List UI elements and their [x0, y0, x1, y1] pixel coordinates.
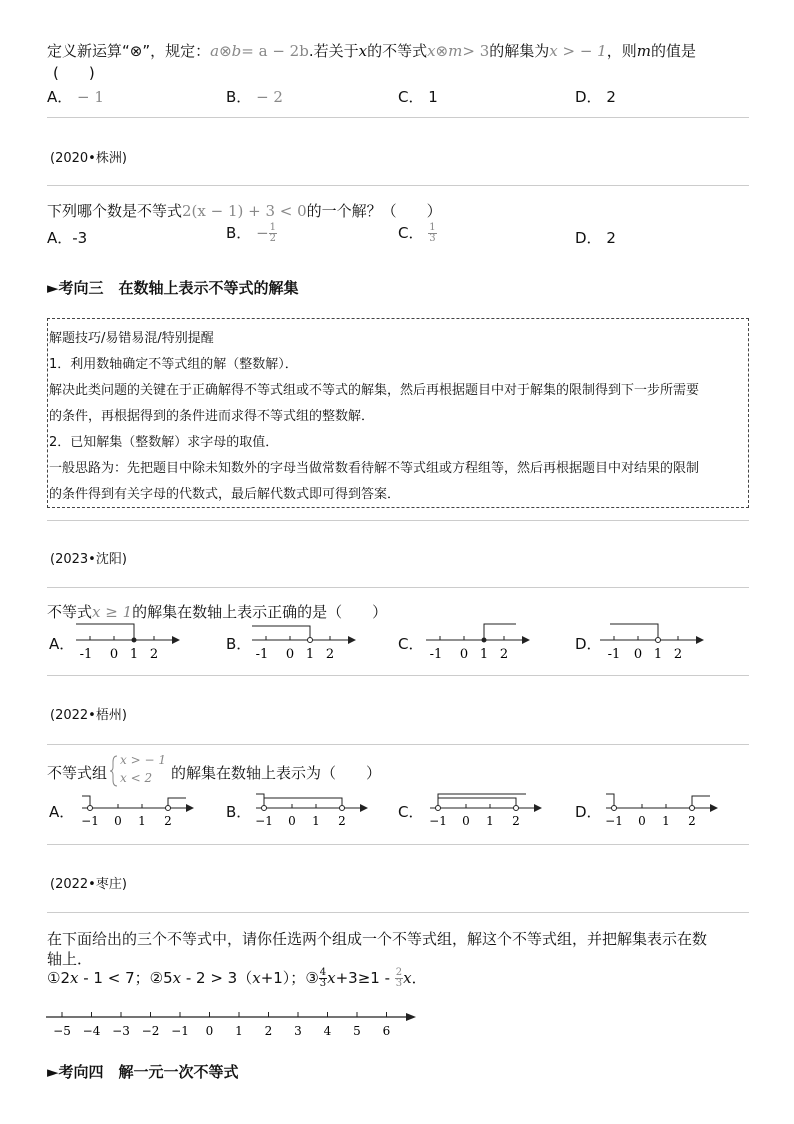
q4-system-line-2: x < 2	[120, 771, 153, 785]
numerator: 2	[395, 967, 403, 978]
q3-option-c-number-line[interactable]	[422, 618, 532, 662]
divider	[47, 520, 749, 521]
q1-stem	[47, 40, 696, 61]
axis-tick-label: 2	[264, 1024, 273, 1038]
option-label: B．	[226, 88, 252, 106]
tick-label: −1	[81, 814, 99, 828]
q1-option-d[interactable]	[575, 86, 616, 107]
divider	[47, 117, 749, 118]
tick-label: -1	[79, 647, 93, 662]
q1-option-b[interactable]	[226, 86, 283, 107]
q4-option-a-label[interactable]: A．	[49, 803, 75, 821]
inequality-text: +1）；	[260, 969, 306, 987]
q3-inequality: x ≥ 1	[92, 603, 133, 621]
tick-label: 1	[138, 814, 146, 828]
option-value: -3	[72, 229, 88, 247]
var-b: b	[231, 42, 242, 60]
circled-number: ③	[305, 969, 319, 987]
q4-option-b-number-line[interactable]	[254, 788, 372, 830]
source-label: (2022•枣庄)	[50, 877, 127, 892]
q3-option-b-label[interactable]: B．	[226, 635, 252, 653]
q2-option-b[interactable]	[226, 222, 277, 244]
axis-tick-label: −4	[82, 1024, 101, 1038]
tips-line: 解题技巧/易错易混/特别提醒	[49, 331, 214, 346]
tick-label: -1	[429, 647, 443, 662]
tick-label: 2	[325, 647, 335, 662]
divider	[47, 587, 749, 588]
q3-option-a-number-line[interactable]	[72, 618, 182, 662]
q1-definition: = a − 2b	[241, 42, 309, 60]
axis-ticks	[53, 1012, 390, 1038]
tick-label: −1	[429, 814, 447, 828]
option-label: A．	[47, 88, 73, 106]
inequality-text: ．	[411, 969, 427, 987]
arrow-icon: ►	[47, 279, 59, 297]
option-value: 1	[428, 88, 438, 106]
tick-label: 0	[288, 814, 296, 828]
otimes-symbol: ⊗	[435, 42, 449, 60]
q4-option-c-label[interactable]: C．	[398, 803, 424, 821]
arrow-icon: ►	[47, 1063, 59, 1081]
otimes-symbol: ⊗	[219, 42, 232, 60]
tick-label: 1	[305, 647, 315, 662]
option-value: 2	[606, 88, 616, 106]
q2-stem-text: 的一个解？（ ）	[306, 202, 442, 220]
tick-label: 0	[459, 647, 469, 662]
tick-label: 1	[653, 647, 663, 662]
inequality-text: - 2 > 3（	[181, 969, 253, 987]
tips-line: 的条件得到有关字母的代数式，最后解代数式即可得到答案．	[49, 487, 401, 502]
q1-bracket: ( )	[53, 64, 95, 82]
var-m: m	[448, 42, 463, 60]
option-label: C．	[398, 88, 424, 106]
divider	[47, 844, 749, 845]
denominator: 3	[395, 978, 403, 989]
section-3-heading	[47, 277, 299, 298]
axis-tick-label: 6	[382, 1024, 391, 1038]
tick-label: 2	[688, 814, 696, 828]
var-x: x	[403, 969, 412, 987]
q1-stem-text: 的解集为	[489, 42, 550, 60]
axis-tick-label: 3	[294, 1024, 302, 1038]
tips-line: 解决此类问题的关键在于正确解得不等式组或不等式的解集，然后再根据题目中对于解集的限制得到下一步所需要	[49, 383, 700, 398]
q3-option-b-number-line[interactable]	[248, 618, 358, 662]
coefficient: 5	[163, 969, 173, 987]
tick-label: 2	[512, 814, 520, 828]
divider	[47, 185, 749, 186]
divider	[47, 744, 749, 745]
tips-line: 一般思路为：先把题目中除未知数外的字母当做常数看待解不等式组或方程组等，然后再根据题目中对结果的限制	[49, 461, 700, 476]
axis-tick-label: −3	[112, 1024, 130, 1038]
inequality-text: +3≥1 -	[335, 969, 395, 987]
option-value: − 1	[77, 88, 104, 106]
q5-number-line[interactable]	[44, 1005, 424, 1045]
q3-option-a-label[interactable]: A．	[49, 635, 75, 653]
var-x: x	[327, 969, 336, 987]
var-x: x	[172, 969, 182, 987]
q1-stem-text: 的值是	[650, 42, 696, 60]
source-label: (2022•梧州)	[50, 708, 127, 723]
q3-option-d-label[interactable]: D．	[575, 635, 602, 653]
tick-label: −1	[255, 814, 273, 828]
circled-number: ①	[47, 969, 61, 987]
var-x: x	[427, 42, 436, 60]
q4-option-b-label[interactable]: B．	[226, 803, 252, 821]
inequality-text: - 1 < 7；	[78, 969, 150, 987]
option-label: A．	[47, 229, 73, 247]
axis-tick-label: 4	[323, 1024, 332, 1038]
source-label: (2023•沈阳)	[50, 552, 127, 567]
tips-line: 2．已知解集（整数解）求字母的取值．	[49, 435, 279, 450]
var-x: x	[252, 969, 261, 987]
q1-stem-text: ”，规定：	[142, 42, 211, 60]
q1-option-c[interactable]	[398, 86, 438, 107]
tips-line: 1．利用数轴确定不等式组的解（整数解）．	[49, 357, 298, 372]
denominator: 3	[319, 978, 327, 989]
q4-stem-b: 的解集在数轴上表示为（ ）	[171, 764, 382, 782]
otimes-symbol: ⊗	[129, 42, 143, 60]
tick-label: 0	[462, 814, 470, 828]
q1-solution-set: x > − 1	[549, 42, 607, 60]
fraction	[319, 968, 327, 989]
tick-label: 0	[109, 647, 119, 662]
var-a: a	[210, 42, 220, 60]
q4-stem-a: 不等式组	[47, 764, 108, 782]
divider	[47, 912, 749, 913]
q2-option-d[interactable]	[575, 227, 616, 248]
source-label: (2020•株洲)	[50, 151, 127, 166]
q4-option-d-number-line[interactable]	[604, 788, 722, 830]
tick-label: 2	[164, 814, 172, 828]
tick-label: 1	[312, 814, 320, 828]
tick-label: 0	[633, 647, 643, 662]
q5-line-2: 轴上．	[47, 950, 93, 968]
tick-label: 1	[129, 647, 139, 662]
circled-number: ②	[149, 969, 164, 987]
q4-option-c-number-line[interactable]	[428, 788, 546, 830]
coefficient: 2	[60, 969, 70, 987]
option-label: C．	[398, 224, 424, 242]
axis-tick-label: 0	[205, 1024, 214, 1038]
q2-option-a[interactable]	[47, 227, 87, 248]
axis-tick-label: 5	[353, 1024, 361, 1038]
var-m: m	[636, 42, 651, 60]
numerator: 1	[429, 222, 436, 233]
q2-inequality: 2(x − 1) + 3 < 0	[182, 202, 307, 220]
section-title: 考向三 在数轴上表示不等式的解集	[58, 279, 299, 297]
q5-line-1: 在下面给出的三个不等式中，请你任选两个组成一个不等式组，解这个不等式组，并把解集表示在数	[47, 930, 708, 948]
tick-label: -1	[607, 647, 621, 662]
q4-system-line-1: x > − 1	[120, 753, 166, 767]
axis-tick-label: −5	[53, 1024, 71, 1038]
numerator: 1	[269, 222, 277, 233]
denominator: 2	[269, 233, 277, 244]
q1-option-a[interactable]	[47, 86, 104, 107]
axis-tick-label: 1	[235, 1024, 243, 1038]
fraction	[269, 223, 277, 244]
minus-sign: −	[256, 224, 269, 242]
tips-line: 的条件，再根据得到的条件进而求得不等式组的整数解．	[49, 409, 375, 424]
axis-tick-label: −2	[141, 1024, 160, 1038]
q3-stem-text: 不等式	[47, 603, 93, 621]
q1-inequality-rhs: > 3	[462, 42, 490, 60]
tips-box	[47, 318, 749, 508]
q4-option-a-number-line[interactable]	[80, 788, 198, 830]
option-label: D．	[575, 229, 602, 247]
left-brace	[109, 754, 119, 788]
fraction	[428, 223, 436, 244]
var-x: x	[70, 969, 79, 987]
divider	[47, 675, 749, 676]
section-4-heading	[47, 1061, 239, 1082]
q1-stem-text: .若关于	[308, 42, 359, 60]
tick-label: 1	[486, 814, 494, 828]
tick-label: 0	[285, 647, 295, 662]
section-title: 考向四 解一元一次不等式	[58, 1063, 239, 1081]
axis-tick-label: −1	[171, 1024, 189, 1038]
option-value: 2	[606, 229, 616, 247]
q2-stem-text: 下列哪个数是不等式	[47, 202, 183, 220]
option-label: B．	[226, 224, 252, 242]
option-value: − 2	[256, 88, 283, 106]
q1-stem-text: 的不等式	[367, 42, 428, 60]
fraction	[395, 968, 403, 989]
q2-option-c[interactable]	[398, 222, 437, 244]
q5-inequalities	[47, 967, 427, 989]
tick-label: 1	[662, 814, 670, 828]
tick-label: −1	[605, 814, 623, 828]
tick-label: -1	[255, 647, 269, 662]
var-x: x	[358, 42, 368, 60]
tick-label: 0	[638, 814, 646, 828]
tick-label: 2	[499, 647, 509, 662]
tick-label: 2	[673, 647, 683, 662]
q3-option-d-number-line[interactable]	[596, 618, 706, 662]
tick-label: 2	[338, 814, 346, 828]
q4-option-d-label[interactable]: D．	[575, 803, 602, 821]
option-label: D．	[575, 88, 602, 106]
tick-label: 2	[149, 647, 159, 662]
denominator: 3	[429, 233, 436, 244]
q1-stem-text: ，则	[606, 42, 637, 60]
q2-stem	[47, 200, 442, 221]
tick-label: 1	[479, 647, 489, 662]
q1-stem-text: 定义新运算“	[47, 42, 130, 60]
numerator: 4	[319, 967, 327, 978]
tick-label: 0	[114, 814, 122, 828]
q3-option-c-label[interactable]: C．	[398, 635, 424, 653]
q3-stem-text: 的解集在数轴上表示正确的是（ ）	[132, 603, 388, 621]
